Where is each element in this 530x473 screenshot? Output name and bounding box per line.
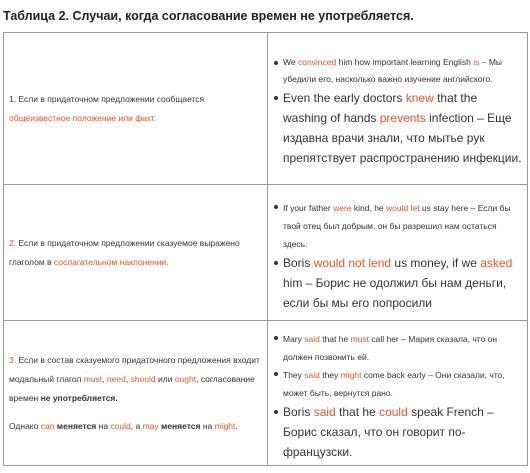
examples-cell (268, 33, 528, 185)
rule-number: 2. (9, 237, 17, 248)
table-row (4, 33, 528, 185)
example-item: We convinced him how important learning English is – Мы убедили его, насколько важно изучение английского. (283, 54, 522, 88)
example-item: Boris said that he could speak French – Борис сказал, что он говорит по-французски. (283, 402, 522, 462)
table-row (4, 185, 528, 321)
example-item: They said they might come back early – Они сказали, что, может быть, вернутся рано. (283, 366, 522, 402)
rule-text: Если в придаточном предложении сказуемое выражено глаголом в (9, 237, 240, 267)
rule-text: 1. Если в придаточном предложении сообщается (9, 93, 205, 104)
example-item: Even the early doctors knew that the washing of hands prevents infection – Еще издавна врачи знали, что мытье рук препятствует распространению инфекции. (283, 88, 522, 168)
example-item: Mary said that he must call her – Мария сказала, что он должен позвонить ей. (283, 330, 522, 366)
rule-note: Однако can меняется на could, а may меняется на might. (9, 420, 238, 431)
table-caption: Таблица 2. Случаи, когда согласование времен не употребляется. (3, 9, 414, 23)
example-item: If your father were kind, he would let us stay here – Если бы твой отец был добрым, он бы разрешил нам остаться здесь. (283, 199, 522, 253)
rules-table (3, 32, 528, 466)
rule-cell (4, 321, 268, 466)
rule-highlight: общеизвестное положение или факт. (9, 112, 157, 123)
rule-cell (4, 185, 268, 321)
rule-highlight: сослагательном наклонении. (53, 256, 169, 267)
examples-cell (268, 185, 528, 321)
examples-list (273, 199, 522, 313)
table-row (4, 321, 528, 466)
examples-list (273, 54, 522, 168)
examples-list (273, 330, 522, 462)
examples-cell (268, 321, 528, 466)
rule-paragraph: 3. Если в состав сказуемого придаточного предложения входит модальный глагол must, need, should или ought, согласование времен не употребляется. (9, 354, 260, 403)
rule-cell (4, 33, 268, 185)
example-item: Boris would not lend us money, if we asked him – Борис не одолжил бы нам деньги, если бы мы его попросили (283, 253, 522, 313)
rule-number: 3. (9, 354, 17, 365)
